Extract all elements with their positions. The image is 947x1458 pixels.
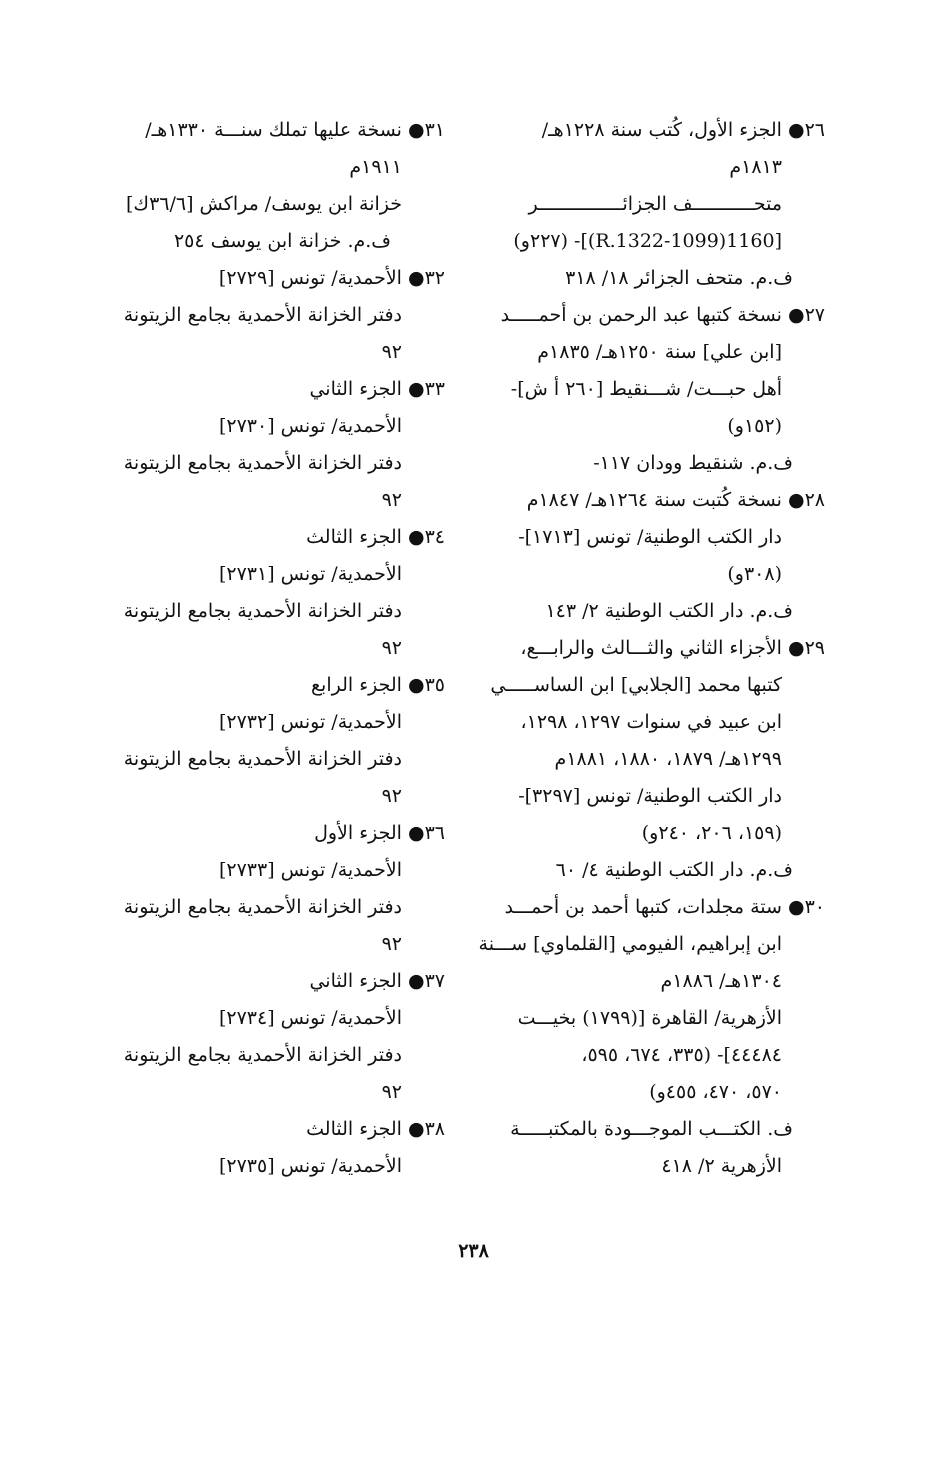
text-line: ٩٢ (381, 933, 402, 955)
text-line: ٣١● نسخة عليها تملك سنـــة ١٣٣٠هـ/ (145, 119, 445, 141)
text-line: (٣٠٨و) (727, 563, 782, 585)
text-line: ٣٣● الجزء الثاني (309, 378, 445, 400)
text-line: ٤٤٤٨٤]- (٣٣٥، ٦٧٤، ٥٩٥، (581, 1044, 782, 1066)
text-line: ٩٢ (381, 1081, 402, 1103)
text-line: ف. الكتـــب الموجـــودة بالمكتبـــــة (510, 1118, 793, 1140)
text-line: ف.م. خزانة ابن يوسف ٢٥٤ (173, 230, 391, 252)
text-line: ف.م. شنقيط وودان ١١٧- (593, 452, 793, 474)
text-line: ف.م. متحف الجزائر ١٨/ ٣١٨ (565, 267, 793, 289)
text-line: متحـــــــــــف الجزائـــــــــــــــر (528, 193, 782, 215)
text-line: دفتر الخزانة الأحمدية بجامع الزيتونة (123, 452, 402, 474)
text-line: ٢٩● الأجزاء الثاني والثـــالث والرابـــع، (520, 637, 825, 659)
text-line: دفتر الخزانة الأحمدية بجامع الزيتونة (123, 600, 402, 622)
text-line: الأحمدية/ تونس [٢٧٣٠] (218, 415, 402, 437)
text-line: دفتر الخزانة الأحمدية بجامع الزيتونة (123, 304, 402, 326)
text-line: دفتر الخزانة الأحمدية بجامع الزيتونة (123, 1044, 402, 1066)
text-line: ٩٢ (381, 785, 402, 807)
text-line: ٣٠● ستة مجلدات، كتبها أحمد بن أحمـــد (504, 896, 825, 918)
text-line: ٣٢● الأحمدية/ تونس [٢٧٢٩] (218, 267, 445, 289)
text-line: دفتر الخزانة الأحمدية بجامع الزيتونة (123, 748, 402, 770)
text-line: ١٩١١م (349, 156, 402, 178)
text-line: ابن إبراهيم، الفيومي [القلماوي] ســـنة (478, 933, 782, 955)
text-line: ٩٢ (381, 489, 402, 511)
text-line: ابن عبيد في سنوات ١٢٩٧، ١٢٩٨، (520, 711, 782, 733)
text-line: ٥٧٠، ٤٧٠، ٤٥٥و) (649, 1081, 782, 1103)
text-line: ٣٦● الجزء الأول (314, 822, 445, 844)
text-line: ٢٨● نسخة كُتبت سنة ١٢٦٤هـ/ ١٨٤٧م (526, 489, 825, 511)
text-line: كتبها محمد [الجلابي] ابن الساســـــي (490, 674, 782, 696)
text-line: ١٣٠٤هـ/ ١٨٨٦م (660, 970, 782, 992)
text-line: الأزهرية ٢/ ٤١٨ (661, 1155, 782, 1177)
text-line: الأحمدية/ تونس [٢٧٣٥] (218, 1155, 402, 1177)
text-line: ٣٤● الجزء الثالث (306, 526, 445, 548)
text-line: ٢٦● الجزء الأول، كُتب سنة ١٢٢٨هـ/ (541, 119, 825, 141)
text-line: ٣٧● الجزء الثاني (309, 970, 445, 992)
text-line: الأحمدية/ تونس [٢٧٣٢] (218, 711, 402, 733)
text-line: ٩٢ (381, 341, 402, 363)
text-line: ٩٢ (381, 637, 402, 659)
text-line: دار الكتب الوطنية/ تونس [٣٢٩٧]- (518, 785, 782, 807)
text-line: ١٨١٣م (729, 156, 782, 178)
text-line: الأحمدية/ تونس [٢٧٣٣] (218, 859, 402, 881)
text-line: ف.م. دار الكتب الوطنية ٤/ ٦٠ (555, 859, 793, 881)
text-line: دار الكتب الوطنية/ تونس [١٧١٣]- (518, 526, 782, 548)
left-column (100, 112, 445, 1185)
page-number: ٢٣٨ (458, 1240, 489, 1262)
text-line: الأحمدية/ تونس [٢٧٣٤] (218, 1007, 402, 1029)
text-line: أهل حبـــت/ شـــنقيط [٢٦٠ أ ش]- (510, 378, 782, 400)
text-line: خزانة ابن يوسف/ مراكش [٣٦/٦ك] (126, 193, 402, 215)
text-line: ٣٨● الجزء الثالث (306, 1118, 445, 1140)
text-line: ف.م. دار الكتب الوطنية ٢/ ١٤٣ (545, 600, 793, 622)
text-line: ١٢٩٩هـ/ ١٨٧٩، ١٨٨٠، ١٨٨١م (554, 748, 782, 770)
text-line: الأزهرية/ القاهرة [(١٧٩٩) بخيـــت (517, 1007, 782, 1029)
text-line: [ابن علي] سنة ١٢٥٠هـ/ ١٨٣٥م (537, 341, 782, 363)
text-line: ٢٧● نسخة كتبها عبد الرحمن بن أحمـــــد (500, 304, 825, 326)
text-line: دفتر الخزانة الأحمدية بجامع الزيتونة (123, 896, 402, 918)
text-line: ٣٥● الجزء الرابع (310, 674, 445, 696)
right-column (480, 112, 825, 1185)
text-line: (١٥٩، ٢٠٦، ٢٤٠و) (641, 822, 782, 844)
text-line: (١٥٢و) (727, 415, 782, 437)
text-line: الأحمدية/ تونس [٢٧٣١] (218, 563, 402, 585)
text-line: [1160(1099-R.1322)]- (٢٢٧و) (513, 230, 782, 252)
